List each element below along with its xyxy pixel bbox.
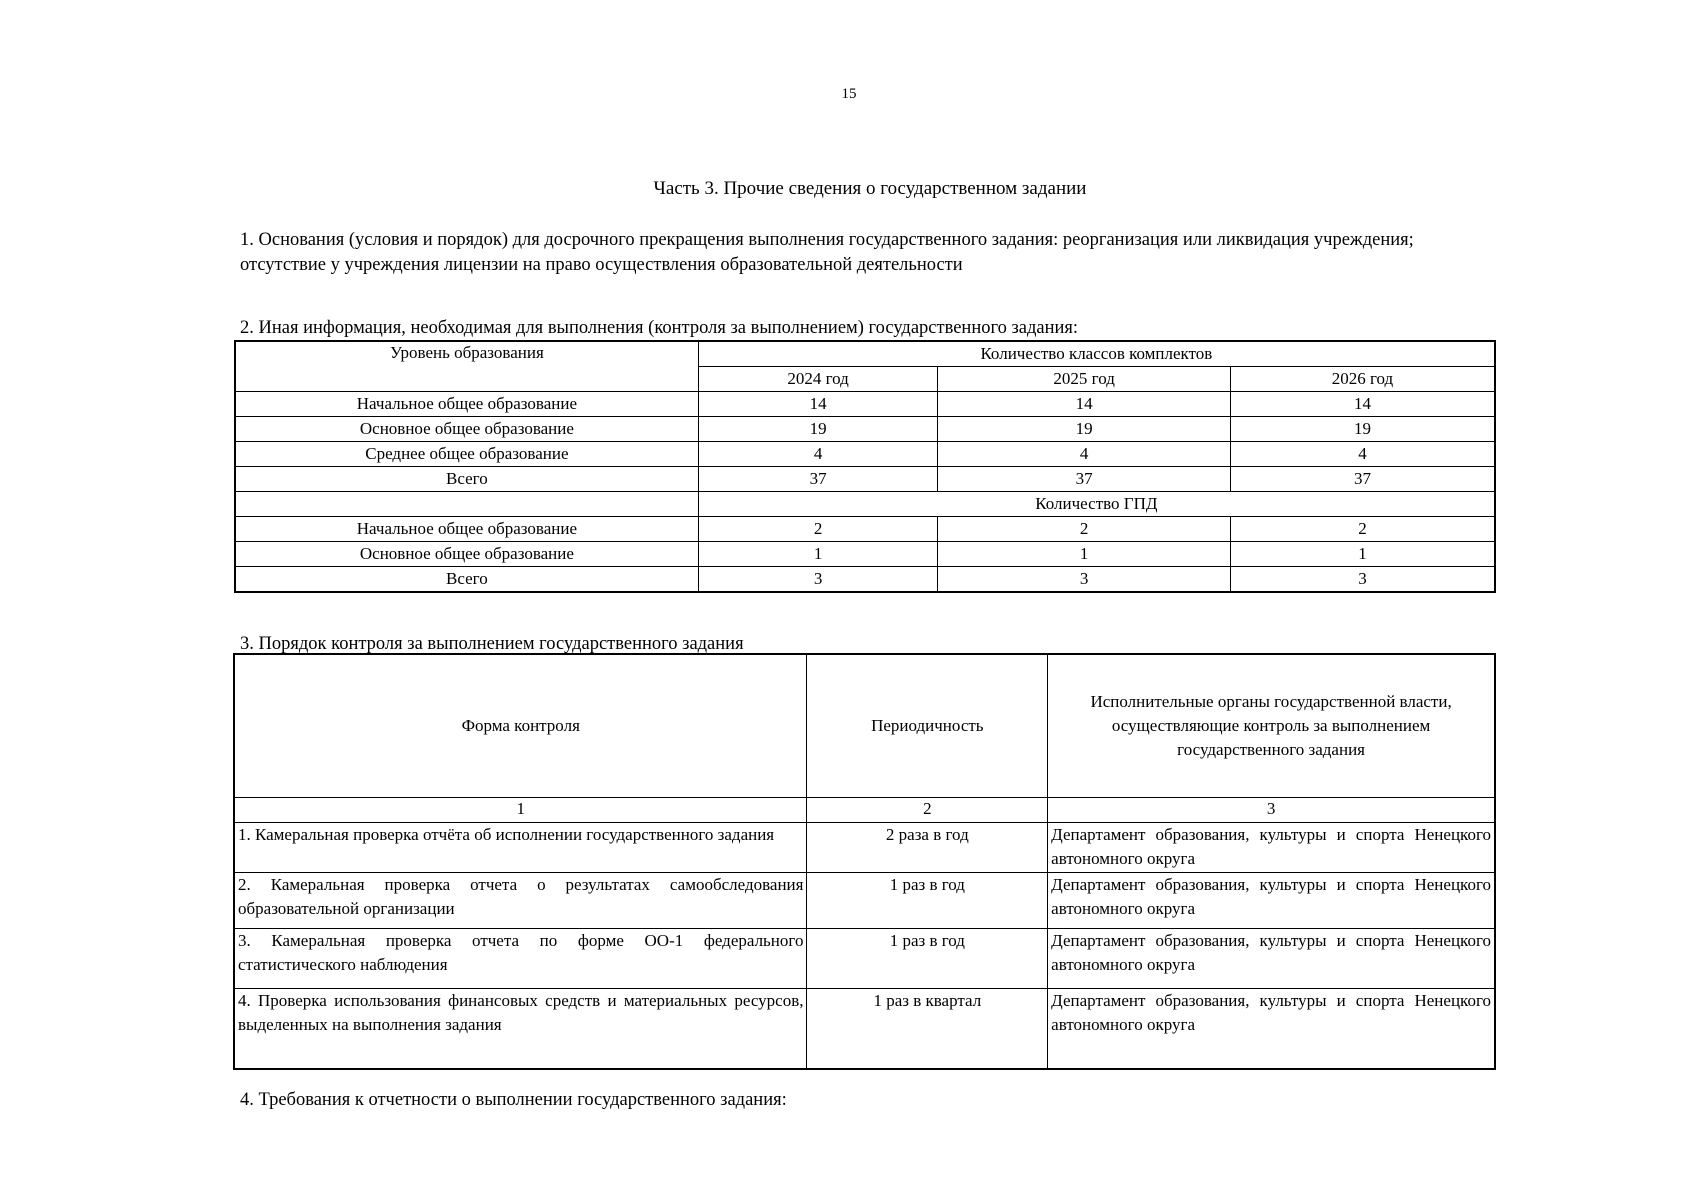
table-row [235,517,1495,542]
education-level: Основное общее образование [235,542,698,567]
education-level: Среднее общее образование [235,442,698,467]
periodicity: 1 раз в год [807,873,1048,929]
cell-value: 37 [938,467,1231,492]
cell-value: 1 [1230,542,1495,567]
total-row [235,467,1495,492]
early-termination-grounds: 1. Основания (условия и порядок) для досрочного прекращения выполнения государственного задания: реорганизация или ликвидация учреждения; отсутствие у учреждения лицензии на право осуществления образовательной деятельности [240,230,1414,275]
control-form: 2. Камеральная проверка отчета о результатах самообследования образовательной организации [234,873,807,929]
authority: Департамент образования, культуры и спорта Ненецкого автономного округа [1048,929,1495,989]
table-row [234,929,1495,989]
column-number: 2 [807,798,1048,823]
periodicity: 2 раза в год [807,823,1048,873]
cell-value: 3 [938,567,1231,593]
other-information-heading: 2. Иная информация, необходимая для выполнения (контроля за выполнением) государственного задания: [240,318,1079,338]
cell-value: 14 [698,392,938,417]
table-row [234,989,1495,1069]
table-row [235,442,1495,467]
cell-value: 14 [938,392,1231,417]
class-count-header: Количество классов комплектов [698,341,1495,367]
control-procedure-table [233,653,1496,1070]
cell-value: 1 [938,542,1231,567]
control-form: 3. Камеральная проверка отчета по форме ОО-1 федерального статистического наблюдения [234,929,807,989]
control-form: 4. Проверка использования финансовых средств и материальных ресурсов, выделенных на выполнения задания [234,989,807,1069]
table-row [234,823,1495,873]
table-row [235,542,1495,567]
table-row [235,417,1495,442]
gpd-header-row [235,492,1495,517]
cell-value: 4 [938,442,1231,467]
year-header: 2024 год [698,367,938,392]
cell-value: 14 [1230,392,1495,417]
table-row [235,392,1495,417]
cell-value: 2 [698,517,938,542]
year-header: 2025 год [938,367,1231,392]
cell-value: 37 [1230,467,1495,492]
periodicity: 1 раз в квартал [807,989,1048,1069]
cell-value: 1 [698,542,938,567]
cell-value: 4 [1230,442,1495,467]
cell-value: 2 [938,517,1231,542]
cell-value: 2 [1230,517,1495,542]
periodicity: 1 раз в год [807,929,1048,989]
cell-value: 3 [1230,567,1495,593]
table-header-row [234,654,1495,798]
control-form: 1. Камеральная проверка отчёта об исполнении государственного задания [234,823,807,873]
year-header: 2026 год [1230,367,1495,392]
total-row [235,567,1495,593]
total-label: Всего [235,467,698,492]
authority: Департамент образования, культуры и спорта Ненецкого автономного округа [1048,873,1495,929]
column-number: 3 [1048,798,1495,823]
gpd-count-header: Количество ГПД [698,492,1495,517]
class-count-table [234,340,1496,593]
education-level: Начальное общее образование [235,517,698,542]
page-number: 15 [841,86,857,102]
cell-value: 19 [938,417,1231,442]
table-row [234,873,1495,929]
table-header-row [235,341,1495,367]
column-number-row [234,798,1495,823]
authority: Департамент образования, культуры и спорта Ненецкого автономного округа [1048,823,1495,873]
education-level: Основное общее образование [235,417,698,442]
authority-header: Исполнительные органы государственной власти, осуществляющие контроль за выполнением государственного задания [1048,654,1495,798]
cell-value: 3 [698,567,938,593]
control-procedure-heading: 3. Порядок контроля за выполнением государственного задания [240,634,744,654]
reporting-requirements-heading: 4. Требования к отчетности о выполнении государственного задания: [240,1090,787,1110]
cell-value: 4 [698,442,938,467]
part-title: Часть 3. Прочие сведения о государственном задании [653,178,1087,199]
cell-value: 19 [1230,417,1495,442]
authority: Департамент образования, культуры и спорта Ненецкого автономного округа [1048,989,1495,1069]
periodicity-header: Периодичность [807,654,1048,798]
education-level-header: Уровень образования [235,341,698,392]
cell-value: 37 [698,467,938,492]
total-label: Всего [235,567,698,593]
cell-value: 19 [698,417,938,442]
education-level: Начальное общее образование [235,392,698,417]
column-number: 1 [234,798,807,823]
empty-cell [235,492,698,517]
control-form-header: Форма контроля [234,654,807,798]
